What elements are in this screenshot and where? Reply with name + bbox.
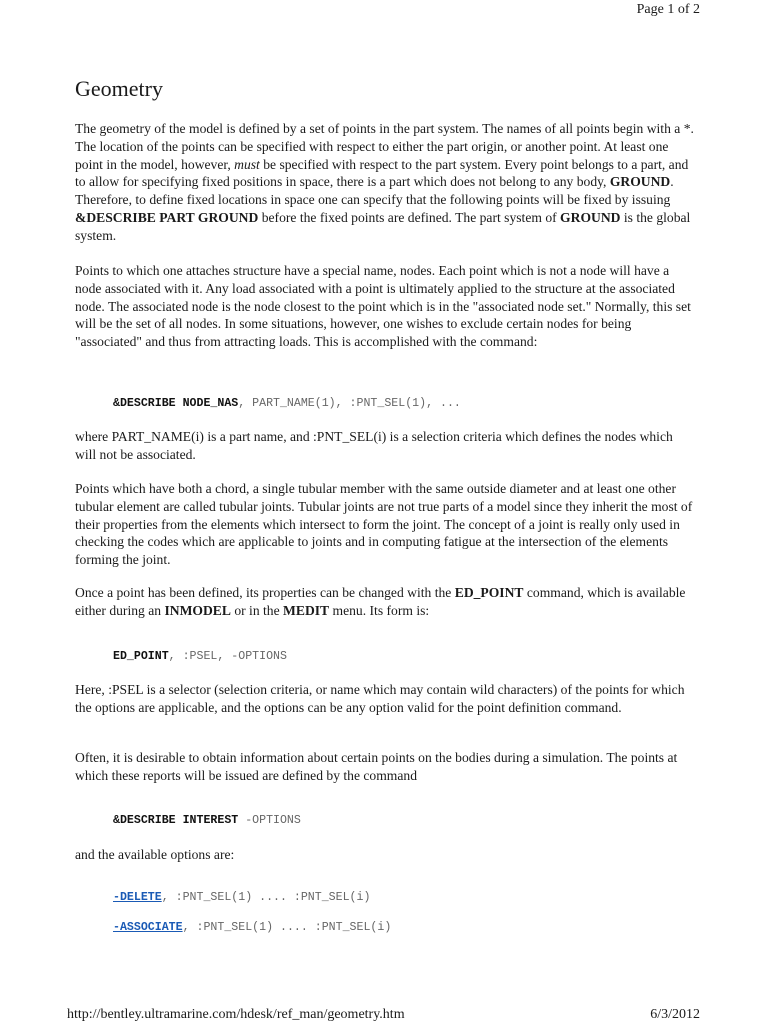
footer-url: http://bentley.ultramarine.com/hdesk/ref_man/geometry.htm xyxy=(67,1007,405,1022)
delete-option-link[interactable]: -DELETE xyxy=(113,891,162,904)
option-delete: -DELETE, :PNT_SEL(1) .... :PNT_SEL(i) xyxy=(113,891,371,904)
code-describe-node-nas: &DESCRIBE NODE_NAS, PART_NAME(1), :PNT_SEL(1), ... xyxy=(113,397,461,410)
keyword-ground-2: GROUND xyxy=(560,209,621,225)
keyword-inmodel: INMODEL xyxy=(164,602,231,618)
paragraph-interest: Often, it is desirable to obtain information about certain points on the bodies during a simulation. The points at which these reports will be issued are defined by the command xyxy=(75,750,678,783)
paragraph-nodes: Points to which one attaches structure have a special name, nodes. Each point which is not a node will have a node associated with it. Any load associated with a point is ultimately applied to the structure at the associated node. The associated node is the node closest to the point which is in the "associated node set." Normally, this set will be the set of all nodes. In some situations, however, one wishes to exclude certain nodes for being "associated" and thus from attracting loads. This is accomplished with the command: xyxy=(75,263,691,350)
paragraph-geometry-intro: The geometry of the model is defined by a set of points in the part system. The names of all points begin with a *. The location of the points can be specified with respect to either the part origin, or another point. At least one point in the model, however, must be specified with respect to the part system. Every point belongs to a part, and to allow for specifying fixed positions in space, there is a part which does not belong to any body, GROUND. Therefore, to define fixed locations in space one can specify that the following points will be fixed by issuing &DESCRIBE PART GROUND before the fixed points are defined. The part system of GROUND is the global system. xyxy=(75,121,694,243)
option-associate: -ASSOCIATE, :PNT_SEL(1) .... :PNT_SEL(i) xyxy=(113,921,392,934)
keyword-ed-point: ED_POINT xyxy=(454,585,524,600)
code-describe-interest: &DESCRIBE INTEREST -OPTIONS xyxy=(113,814,301,827)
paragraph-part-name: where PART_NAME(i) is a part name, and :PNT_SEL(i) is a selection criteria which defines the nodes which will not be associated. xyxy=(75,429,673,462)
paragraph-ed-point: Once a point has been defined, its properties can be changed with the ED_POINT command, which is available either during an INMODEL or in the MEDIT menu. Its form is: xyxy=(75,585,686,618)
associate-option-link[interactable]: -ASSOCIATE xyxy=(113,921,183,934)
paragraph-tubular-joints: Points which have both a chord, a single tubular member with the same outside diameter and at least one other tubular element are called tubular joints. Tubular joints are not true parts of a model since they inherit the most of their properties from the elements which intersect to form the joint. The concept of a joint is really only used in checking the codes which are applicable to joints and in computing fatigue at the intersection of the elements forming the joint. xyxy=(75,481,693,568)
keyword-ground: GROUND xyxy=(609,174,671,190)
page-title: Geometry xyxy=(75,76,163,101)
footer-date: 6/3/2012 xyxy=(650,1007,700,1022)
emphasis-must: must xyxy=(234,156,260,172)
page-number: Page 1 of 2 xyxy=(636,2,700,17)
paragraph-options-intro: and the available options are: xyxy=(75,847,235,862)
code-ed-point: ED_POINT, :PSEL, -OPTIONS xyxy=(113,650,287,663)
keyword-medit: MEDIT xyxy=(283,602,330,618)
keyword-describe-part-ground: &DESCRIBE PART GROUND xyxy=(75,209,259,225)
paragraph-psel: Here, :PSEL is a selector (selection criteria, or name which may contain wild characters) of the points for which the options are applicable, and the options can be any option valid for the point definition command. xyxy=(75,682,685,715)
